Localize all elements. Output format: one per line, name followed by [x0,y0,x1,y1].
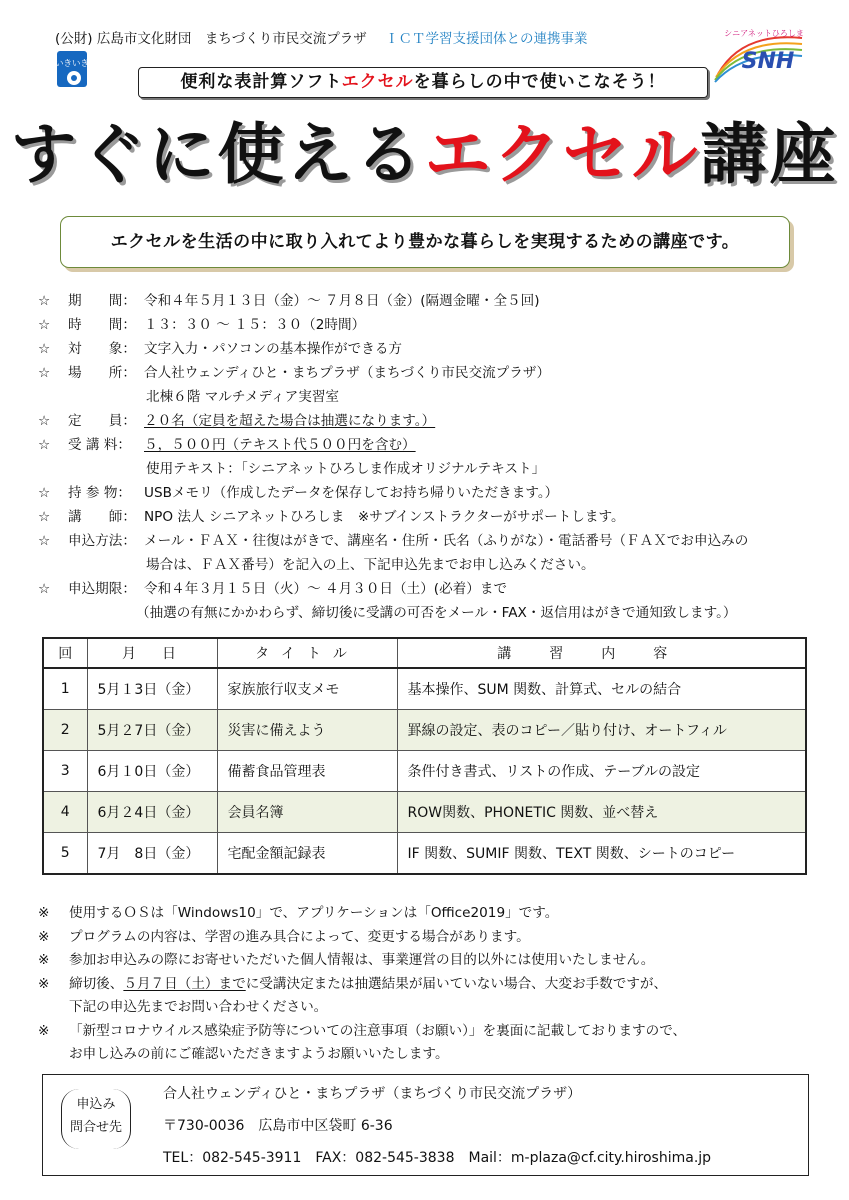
cell-no: 4 [43,792,87,833]
info-value: 合人社ウェンディひと・まちプラザ（まちづくり市民交流プラザ） [144,365,551,381]
info-time [38,313,828,337]
cell-content: 罫線の設定、表のコピー／貼り付け、オートフィル [397,710,806,751]
note-item-cont [38,1043,828,1067]
info-label: 受 講 料： [68,437,132,453]
star-icon: ☆ [38,341,51,357]
star-icon: ☆ [38,533,51,549]
cell-content: 条件付き書式、リストの作成、テーブルの設定 [397,751,806,792]
note-item [38,1020,828,1044]
info-deadline [38,577,828,601]
info-capacity [38,409,828,433]
cell-no: 3 [43,751,87,792]
title-post: 講座 [700,116,839,193]
cell-no: 1 [43,668,87,710]
title-pre: すぐに使える [10,116,425,193]
tagline-post: を暮らしの中で使いこなそう！ [413,72,666,92]
info-bring [38,481,828,505]
page-title [0,112,849,198]
note-mark: ※ [38,952,50,968]
program-text: ＩＣＴ学習支援団体との連携事業 [385,31,588,47]
info-place [38,361,828,385]
cell-content: IF 関数、SUMIF 関数、TEXT 関数、シートのコピー [397,833,806,875]
info-list [38,289,828,625]
table-row [43,668,806,710]
cell-date: 5月１3日（金） [87,668,217,710]
info-target [38,337,828,361]
ikiiki-logo [54,51,90,87]
note-text-pre: 締切後、 [69,975,124,992]
note-item [38,949,828,973]
cell-no: 5 [43,833,87,875]
info-value: １３：３０ ～ １５：３０（2時間） [144,317,366,333]
info-label: 期 間： [68,293,136,309]
info-fee-text [38,457,828,481]
note-text [69,973,667,997]
cell-date: 5月２7日（金） [87,710,217,751]
note-text: プログラムの内容は、学習の進み具合によって、変更する場合があります。 [69,928,530,945]
info-value: 文字入力・パソコンの基本操作ができる方 [144,341,403,357]
notes-list [38,902,828,1067]
header-title: タイトル [217,638,397,668]
info-label: 持 参 物： [68,485,132,501]
note-text: 「新型コロナウイルス感染症予防等についての注意事項（お願い）」を裏面に記載しておりますので、 [69,1022,687,1039]
info-deadline-note [38,601,828,625]
info-apply [38,529,828,553]
snh-text: SNH [741,49,795,74]
star-icon: ☆ [38,581,51,597]
table-row [43,710,806,751]
info-value: メール・ＦＡＸ・往復はがきで、講座名・住所・氏名（ふりがな）・電話番号（ＦＡＸでお申込みの [144,533,749,549]
info-value: ５，５００円（テキスト代５００円を含む） [144,437,416,453]
info-value: 令和４年５月１３日（金）～ ７月８日（金）(隔週金曜・全５回) [144,293,540,309]
note-mark: ※ [38,905,50,921]
cell-title: 宅配金額記録表 [217,833,397,875]
header-line [55,27,588,47]
star-icon: ☆ [38,365,51,381]
info-label: 申込方法： [68,533,136,549]
cell-no: 2 [43,710,87,751]
info-fee [38,433,828,457]
note-item-cont [38,996,828,1020]
info-label: 対 象： [68,341,136,357]
cell-title: 家族旅行収支メモ [217,668,397,710]
cell-title: 災害に備えよう [217,710,397,751]
info-lecturer [38,505,828,529]
star-icon: ☆ [38,413,51,429]
info-value: 場合は、ＦＡＸ番号）を記入の上、下記申込先までお申し込みください。 [146,557,595,573]
note-text: 参加お申込みの際にお寄せいただいた個人情報は、事業運営の目的以外には使用いたしません。 [69,952,655,968]
cell-date: 7月 8日（金） [87,833,217,875]
star-icon: ☆ [38,293,51,309]
organizer-text: (公財) 広島市文化財団 まちづくり市民交流プラザ [55,31,367,47]
contact-phones: TEL：082-545-3911 FAX：082-545-3838 Mail：m-plaza@cf.city.hiroshima.jp [163,1150,712,1166]
snh-logo [712,24,807,82]
ikiiki-logo-text: いきいき [54,59,90,69]
table-row [43,792,806,833]
info-value: 令和４年３月１５日（火）～ ４月３０日（土）(必着）まで [144,581,508,597]
note-date: ５月７日（土）まで [123,975,246,992]
cell-date: 6月１0日（金） [87,751,217,792]
info-apply-2 [38,553,828,577]
schedule-table [42,637,807,875]
info-value: 北棟６階 マルチメディア実習室 [146,389,340,405]
header-no: 回 [43,638,87,668]
note-text: 下記の申込先までお問い合わせください。 [69,999,328,1015]
note-mark: ※ [38,1022,50,1039]
info-label: 場 所： [68,365,136,381]
cell-date: 6月２4日（金） [87,792,217,833]
info-value: USBメモリ（作成したデータを保存してお持ち帰りいただきます。） [144,485,559,501]
contact-name: 合人社ウェンディひと・まちプラザ（まちづくり市民交流プラザ） [163,1086,582,1102]
note-text: お申し込みの前にご確認いただきますようお願いいたします。 [69,1046,449,1062]
info-label: 時 間： [68,317,136,333]
note-mark: ※ [38,975,50,992]
tagline-box [138,67,708,98]
header-content: 講習内容 [397,638,806,668]
cell-content: 基本操作、SUM 関数、計算式、セルの結合 [397,668,806,710]
info-place-2 [38,385,828,409]
intro-box: エクセルを生活の中に取り入れてより豊かな暮らしを実現するための講座です。 [60,216,790,268]
note-item [38,926,828,950]
info-value: NPO 法人 シニアネットひろしま ※サブインストラクターがサポートします。 [144,509,625,525]
contact-label-line1: 申込み [76,1097,116,1112]
contact-address: 〒730-0036 広島市中区袋町 6-36 [163,1118,393,1134]
header-date: 月 日 [87,638,217,668]
info-label: 申込期限： [68,581,136,597]
info-label: 定 員： [68,413,136,429]
star-icon: ☆ [38,485,51,501]
note-text-post: に受講決定または抽選結果が届いていない場合、大変お手数ですが、 [245,975,668,992]
info-label: 講 師： [68,509,136,525]
snh-small-text: シニアネットひろしま [724,29,804,38]
cell-title: 会員名簿 [217,792,397,833]
contact-label-line2: 問合せ先 [69,1120,122,1135]
star-icon: ☆ [38,437,51,453]
tagline-highlight: エクセル [341,72,414,92]
info-value: 使用テキスト：「シニアネットひろしま作成オリジナルテキスト」 [146,461,546,477]
cell-title: 備蓄食品管理表 [217,751,397,792]
info-period [38,289,828,313]
table-header-row [43,638,806,668]
table-row [43,751,806,792]
table-row [43,833,806,875]
cell-content: ROW関数、PHONETIC 関数、並べ替え [397,792,806,833]
note-item [38,902,828,926]
star-icon: ☆ [38,317,51,333]
info-value: ２０名（定員を超えた場合は抽選になります。） [144,413,436,429]
star-icon: ☆ [38,509,51,525]
tagline-pre: 便利な表計算ソフト [180,72,342,92]
info-value: （抽選の有無にかかわらず、締切後に受講の可否をメール・FAX・返信用はがきで通知致します。） [136,605,737,621]
contact-box [42,1074,809,1176]
contact-label [61,1089,131,1149]
note-mark: ※ [38,928,50,945]
note-item [38,973,828,997]
note-text: 使用するＯＳは「Windows10」で、アプリケーションは「Office2019」です。 [69,905,559,921]
title-highlight: エクセル [424,116,701,193]
